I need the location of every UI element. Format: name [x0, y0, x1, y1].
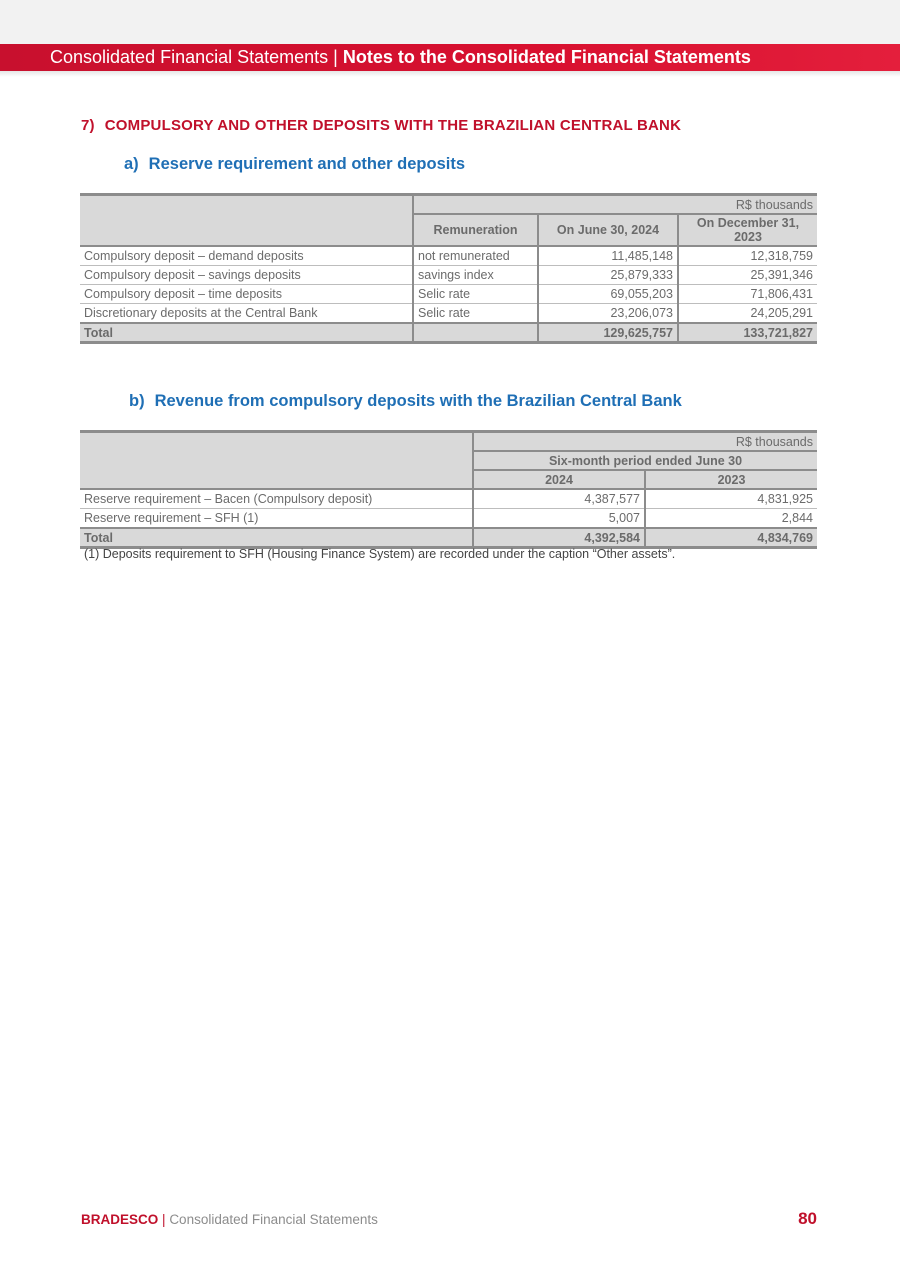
section-b-title-text: Revenue from compulsory deposits with the Brazilian Central Bank: [154, 392, 682, 410]
total-2023: 4,834,769: [645, 528, 817, 548]
footer-separator: |: [162, 1212, 166, 1227]
page-header-bar: [0, 44, 900, 71]
footer-brand: BRADESCO: [81, 1212, 159, 1227]
row-label: Discretionary deposits at the Central Bank: [80, 304, 413, 324]
reserve-requirement-table: [80, 193, 817, 344]
row-december-2023: 12,318,759: [678, 246, 817, 266]
row-june-2024: 25,879,333: [538, 266, 678, 285]
total-june-2024: 129,625,757: [538, 323, 678, 343]
table-b-units: R$ thousands: [473, 432, 817, 452]
col-december-2023: On December 31, 2023: [678, 214, 817, 246]
table-a-corner: [80, 195, 413, 247]
note-title: [81, 117, 681, 134]
row-june-2024: 23,206,073: [538, 304, 678, 324]
row-june-2024: 11,485,148: [538, 246, 678, 266]
row-label: Compulsory deposit – savings deposits: [80, 266, 413, 285]
col-june-2024: On June 30, 2024: [538, 214, 678, 246]
header-title: Notes to the Consolidated Financial Statements: [342, 47, 751, 67]
period-header: Six-month period ended June 30: [473, 451, 817, 470]
page-number: 80: [798, 1209, 817, 1228]
col-remuneration: Remuneration: [413, 214, 538, 246]
header-shadow: [0, 71, 900, 77]
page-footer: [81, 1212, 378, 1227]
row-remuneration: not remunerated: [413, 246, 538, 266]
row-label: Reserve requirement – Bacen (Compulsory deposit): [80, 489, 473, 509]
col-year-2023: 2023: [645, 470, 817, 489]
note-title-text: COMPULSORY AND OTHER DEPOSITS WITH THE BRAZILIAN CENTRAL BANK: [104, 117, 682, 134]
total-row: [80, 323, 817, 343]
table-row: [80, 304, 817, 324]
row-2024: 4,387,577: [473, 489, 645, 509]
row-2023: 4,831,925: [645, 489, 817, 509]
row-label: Compulsory deposit – demand deposits: [80, 246, 413, 266]
total-december-2023: 133,721,827: [678, 323, 817, 343]
col-year-2024: 2024: [473, 470, 645, 489]
row-december-2023: 71,806,431: [678, 285, 817, 304]
footer-text: Consolidated Financial Statements: [169, 1212, 378, 1227]
header-section: Consolidated Financial Statements: [50, 47, 329, 67]
compulsory-revenue-table: [80, 430, 817, 549]
total-label: Total: [80, 528, 473, 548]
row-label: Compulsory deposit – time deposits: [80, 285, 413, 304]
row-2024: 5,007: [473, 509, 645, 529]
section-a-title-text: Reserve requirement and other deposits: [148, 155, 466, 173]
row-december-2023: 24,205,291: [678, 304, 817, 324]
header-separator: |: [333, 47, 338, 67]
section-b-letter: b): [129, 392, 145, 410]
row-2023: 2,844: [645, 509, 817, 529]
table-row: [80, 489, 817, 509]
table-row: [80, 285, 817, 304]
table-row: [80, 266, 817, 285]
table-b-corner: [80, 432, 473, 490]
total-label: Total: [80, 323, 413, 343]
table-row: [80, 509, 817, 529]
table-row: [80, 246, 817, 266]
section-a-title: [124, 155, 465, 174]
row-remuneration: Selic rate: [413, 285, 538, 304]
footnote: (1) Deposits requirement to SFH (Housing Finance System) are recorded under the caption “Other assets”.: [84, 547, 676, 561]
row-december-2023: 25,391,346: [678, 266, 817, 285]
section-a-letter: a): [124, 155, 139, 173]
total-remuneration: [413, 323, 538, 343]
total-2024: 4,392,584: [473, 528, 645, 548]
row-label: Reserve requirement – SFH (1): [80, 509, 473, 529]
section-b-title: [129, 392, 682, 411]
row-remuneration: Selic rate: [413, 304, 538, 324]
row-june-2024: 69,055,203: [538, 285, 678, 304]
note-number: 7): [81, 117, 95, 134]
top-margin: [0, 0, 900, 44]
table-a-units: R$ thousands: [413, 195, 817, 215]
total-row: [80, 528, 817, 548]
row-remuneration: savings index: [413, 266, 538, 285]
